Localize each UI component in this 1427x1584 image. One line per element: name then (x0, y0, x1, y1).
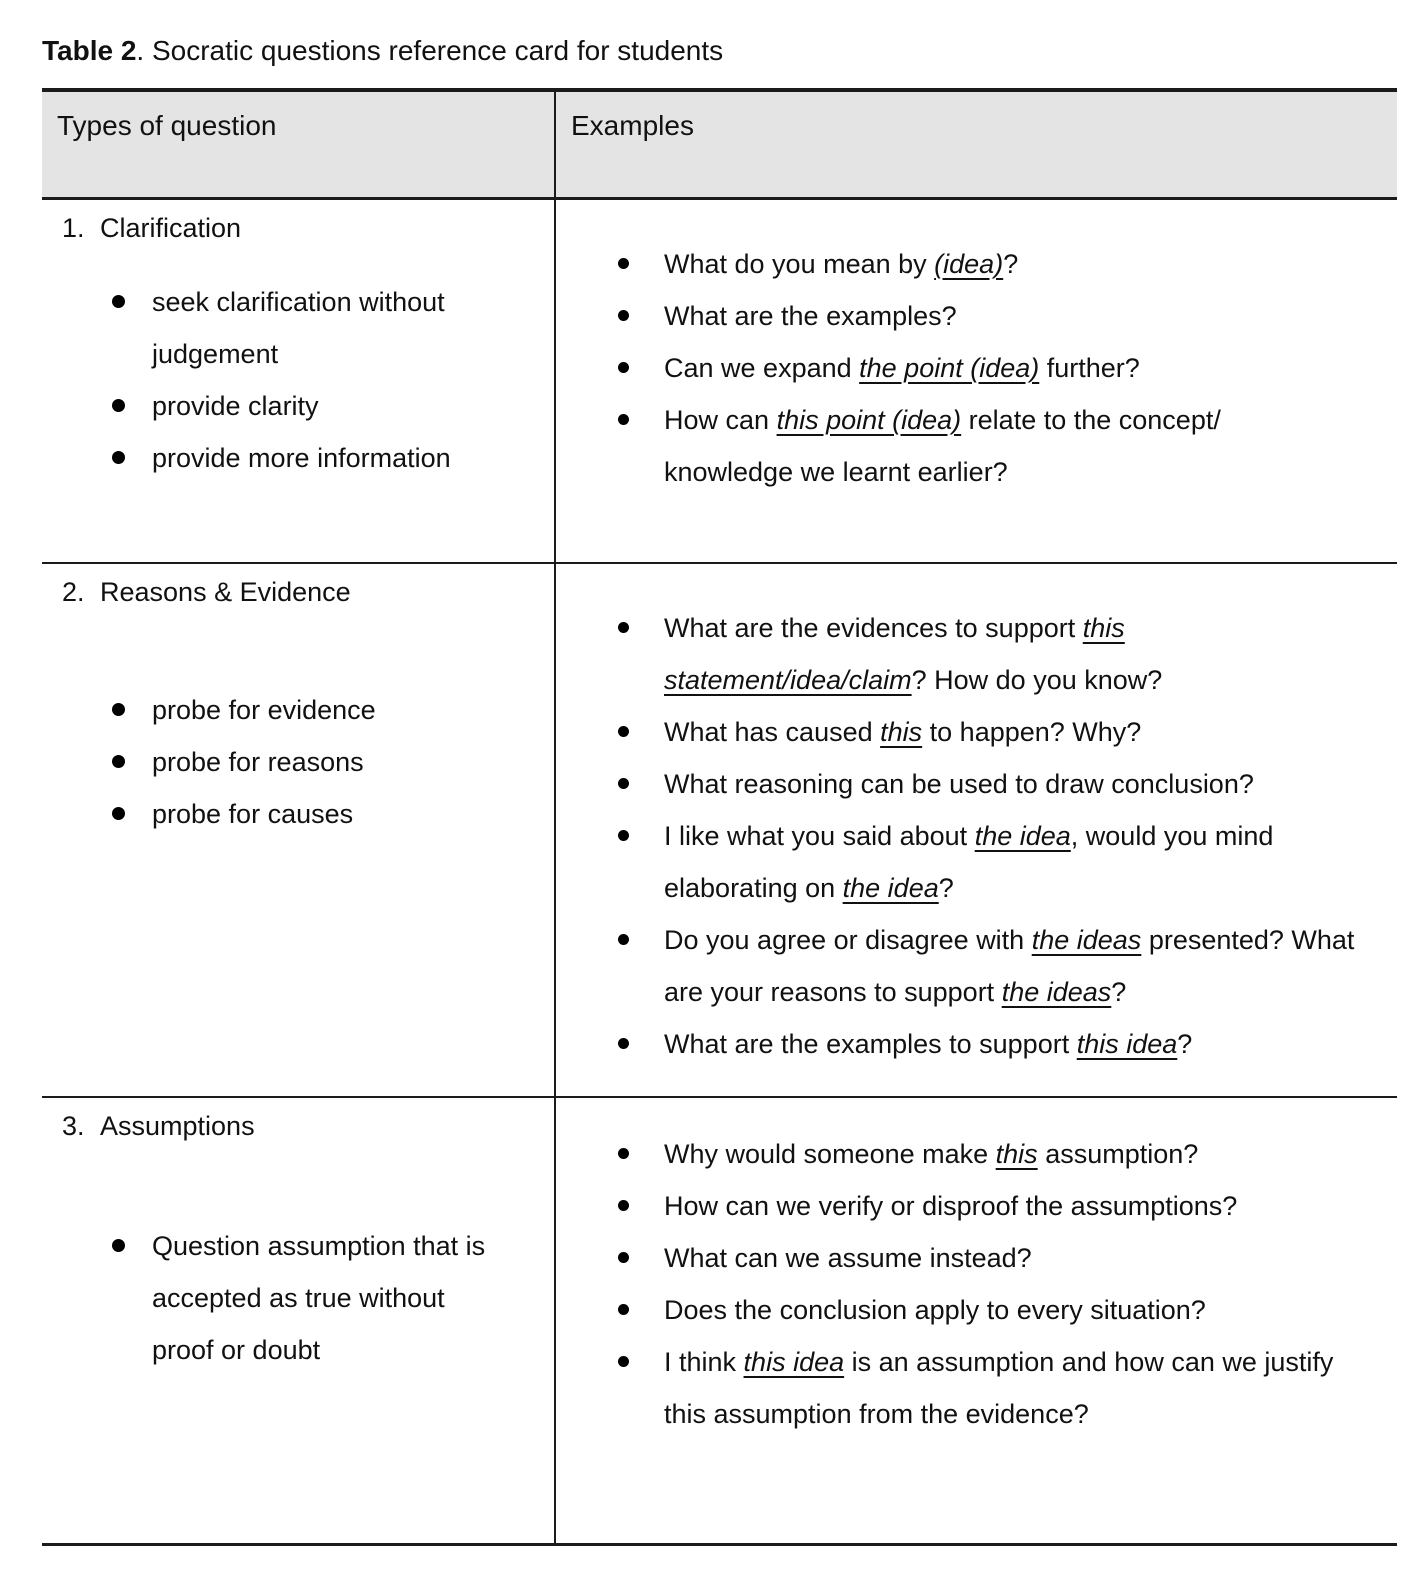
list-item: Do you agree or disagree with the ideas presented? What are your reasons to support the ideas? (664, 914, 1357, 1018)
column-header-examples: Examples (555, 90, 1397, 199)
type-points-list (62, 1220, 504, 1376)
examples-list (586, 602, 1357, 1070)
type-points-list (62, 276, 504, 484)
list-item: seek clarification without judgement (152, 276, 504, 380)
list-item: probe for evidence (152, 684, 504, 736)
emphasized-placeholder: statement/idea/claim (664, 665, 912, 695)
examples-cell (555, 1097, 1397, 1545)
list-item: What reasoning can be used to draw conclusion? (664, 758, 1357, 810)
list-item: What can we assume instead? (664, 1232, 1357, 1284)
examples-cell (555, 563, 1397, 1097)
socratic-questions-table (42, 88, 1397, 1546)
list-item: How can this point (idea) relate to the concept/ knowledge we learnt earlier? (664, 394, 1357, 498)
list-item: What has caused this to happen? Why? (664, 706, 1357, 758)
emphasized-placeholder: this point (idea) (776, 405, 962, 435)
list-item: I like what you said about the idea, would you mind elaborating on the idea? (664, 810, 1357, 914)
header-row (42, 90, 1397, 199)
list-item: probe for causes (152, 788, 504, 840)
list-item: What are the examples to support this idea? (664, 1018, 1357, 1070)
type-number: 1. (62, 213, 85, 243)
type-number: 2. (62, 577, 85, 607)
list-item: Question assumption that is accepted as true without proof or doubt (152, 1220, 504, 1376)
types-cell (42, 1097, 555, 1545)
table-row (42, 563, 1397, 1097)
type-label: Assumptions (100, 1111, 255, 1141)
list-item: provide more information (152, 432, 504, 484)
table-body (42, 199, 1397, 1545)
type-points-list (62, 684, 504, 840)
list-item: What are the examples? (664, 290, 1357, 342)
emphasized-placeholder: the idea (974, 821, 1071, 851)
emphasized-placeholder: the point (idea) (859, 353, 1040, 383)
question-type-heading (62, 566, 504, 618)
list-item: What do you mean by (idea)? (664, 238, 1357, 290)
caption-text: . Socratic questions reference card for students (136, 35, 724, 66)
emphasized-placeholder: this idea (743, 1347, 845, 1377)
type-label: Clarification (100, 213, 242, 243)
column-header-types: Types of question (42, 90, 555, 199)
question-type-heading (62, 202, 504, 254)
table-caption (42, 34, 723, 68)
emphasized-placeholder: this (995, 1139, 1038, 1169)
table-row (42, 1097, 1397, 1545)
list-item: How can we verify or disproof the assumptions? (664, 1180, 1357, 1232)
caption-label: Table 2 (42, 35, 137, 66)
table-row (42, 199, 1397, 564)
list-item: probe for reasons (152, 736, 504, 788)
emphasized-placeholder: this (1082, 613, 1125, 643)
type-number: 3. (62, 1111, 85, 1141)
emphasized-placeholder: the idea (842, 873, 939, 903)
emphasized-placeholder: the ideas (1001, 977, 1112, 1007)
question-type-heading (62, 1100, 504, 1152)
emphasized-placeholder: this idea (1076, 1029, 1178, 1059)
examples-list (586, 1128, 1357, 1440)
type-label: Reasons & Evidence (100, 577, 351, 607)
list-item: Why would someone make this assumption? (664, 1128, 1357, 1180)
list-item: Can we expand the point (idea) further? (664, 342, 1357, 394)
list-item: provide clarity (152, 380, 504, 432)
list-item: Does the conclusion apply to every situation? (664, 1284, 1357, 1336)
list-item: I think this idea is an assumption and how can we justify this assumption from the evidence? (664, 1336, 1357, 1440)
examples-cell (555, 199, 1397, 564)
emphasized-placeholder: this (880, 717, 923, 747)
types-cell (42, 199, 555, 564)
emphasized-placeholder: the ideas (1031, 925, 1142, 955)
emphasized-placeholder: (idea) (934, 249, 1004, 279)
types-cell (42, 563, 555, 1097)
examples-list (586, 238, 1357, 498)
list-item: What are the evidences to support this statement/idea/claim? How do you know? (664, 602, 1357, 706)
